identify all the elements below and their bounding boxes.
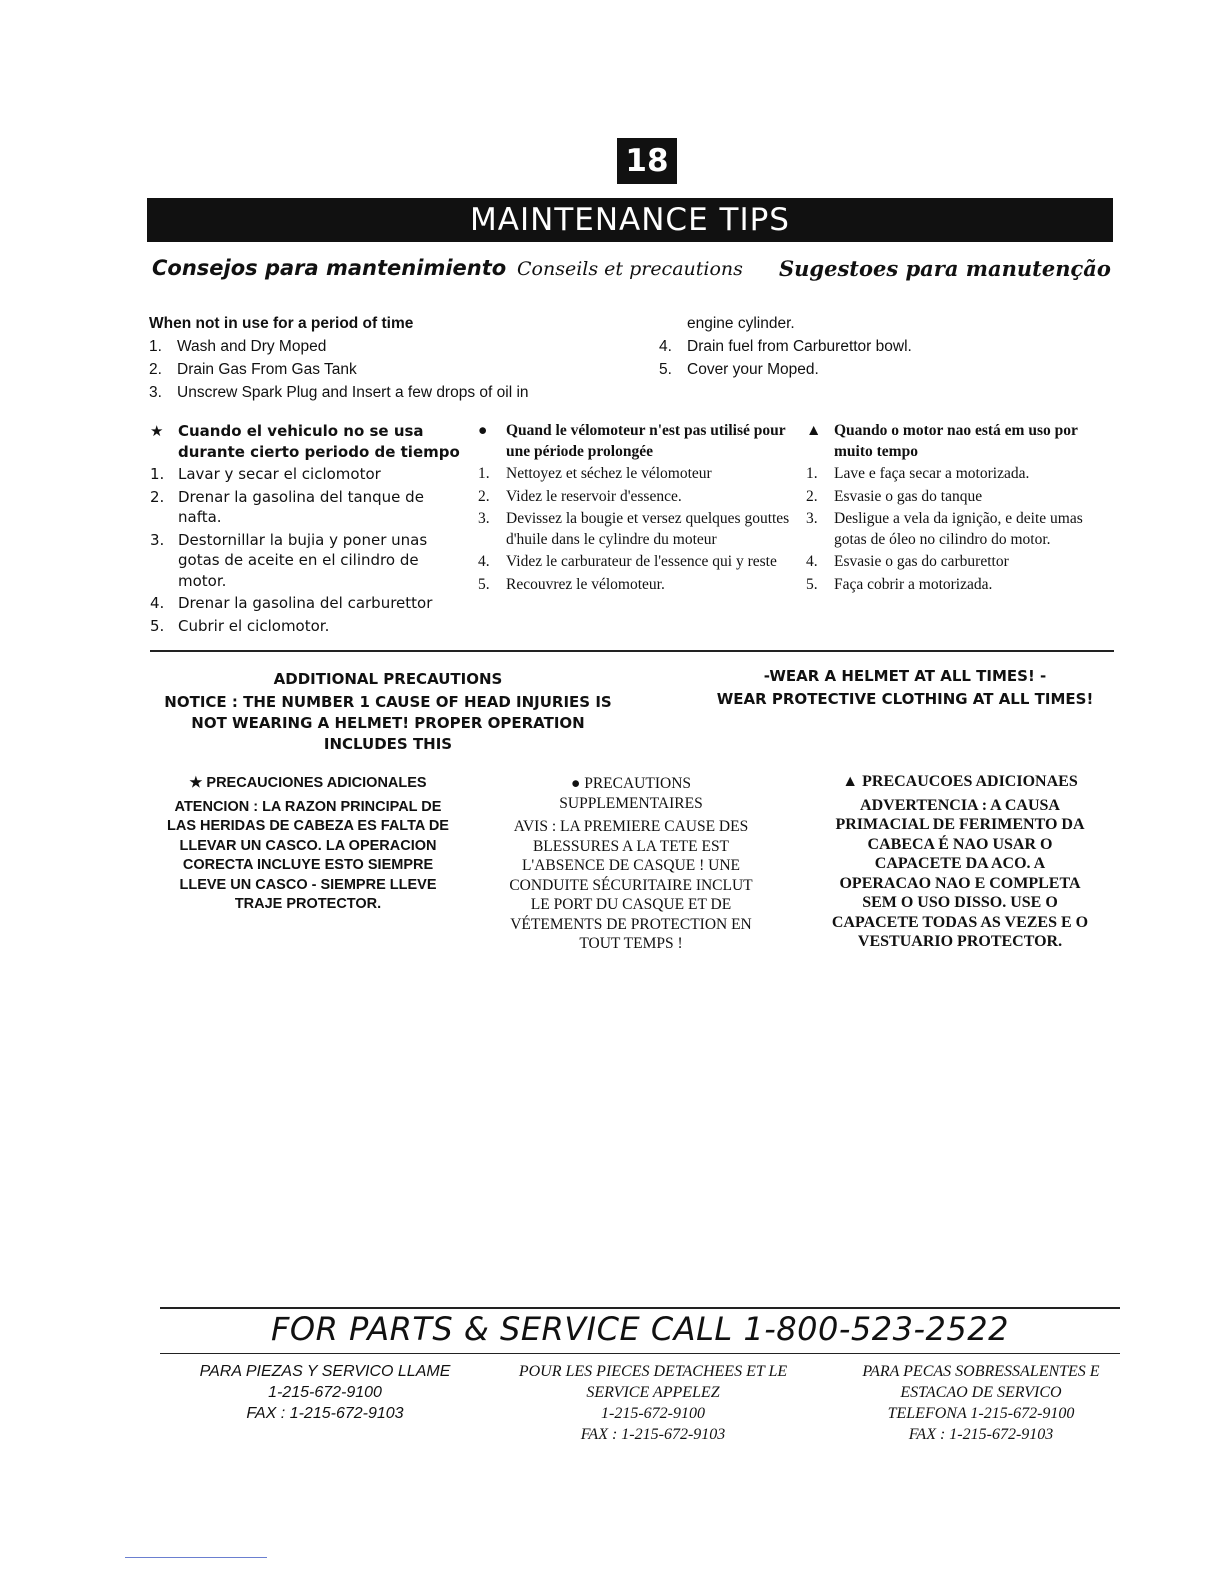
french-heading: ● Quand le vélomoteur n'est pas utilisé pour une période prolongée bbox=[478, 421, 798, 462]
notice-line: NOT WEARING A HELMET! PROPER OPERATION bbox=[191, 714, 585, 732]
notice-line: INCLUDES THIS bbox=[323, 735, 453, 753]
helmet-notice: -WEAR A HELMET AT ALL TIMES! - bbox=[763, 667, 1047, 685]
precautions-heading: ● PRECAUTIONS bbox=[570, 775, 692, 792]
list-item: 3. Desligue a vela da ignição, e deite umas gotas de óleo no cilindro do motor. bbox=[806, 510, 1083, 548]
list-item: 2. Videz le reservoir d'essence. bbox=[478, 487, 682, 505]
list-item: 5. Faça cobrir a motorizada. bbox=[806, 575, 993, 593]
subtitle-portuguese: Sugestoes para manutenção bbox=[779, 256, 1111, 281]
precautions-heading: ADDITIONAL PRECAUTIONS bbox=[273, 670, 503, 688]
star-icon: ★ bbox=[150, 422, 164, 440]
french-precautions: ● PRECAUTIONS SUPPLEMENTAIRES AVIS : LA PREMIERE CAUSE DES BLESSURES A LA TETE EST L'ABSENCE DE CASQUE ! UNE CONDUITE SÉCURITAIRE INCLUT LE PORT DU CASQUE ET DE VÉTEMENTS DE PROTECTION EN TOUT TEMPS ! bbox=[476, 774, 786, 954]
page-title: MAINTENANCE TIPS bbox=[147, 198, 1113, 242]
spanish-heading: ★ Cuando el vehiculo no se usa durante cierto periodo de tiempo bbox=[150, 422, 460, 461]
list-item: 2. Drain Gas From Gas Tank bbox=[149, 361, 357, 378]
subtitle-french: Conseils et precautions bbox=[517, 258, 743, 280]
list-item: 3. Devissez la bougie et versez quelques gouttes d'huile dans le cylindre du moteur bbox=[478, 510, 790, 548]
list-item: engine cylinder. bbox=[687, 315, 795, 332]
bottom-divider bbox=[125, 1557, 267, 1558]
list-item: 1. Nettoyez et séchez le vélomoteur bbox=[478, 465, 712, 482]
section-divider bbox=[150, 650, 1114, 652]
helmet-warning bbox=[690, 666, 1120, 710]
spanish-precautions: ★ PRECAUCIONES ADICIONALES ATENCION : LA RAZON PRINCIPAL DE LAS HERIDAS DE CABEZA ES FALTA DE LLEVAR UN CASCO. LA OPERACION CORECTA INCLUYE ESTO SIEMPRE LLEVE UN CASCO - SIEMPRE LLEVE TRAJE PROTECTOR. bbox=[148, 774, 468, 915]
footer-rule-bottom bbox=[160, 1353, 1120, 1354]
portuguese-heading: ▲ Quando o motor nao está em uso por muito tempo bbox=[806, 421, 1106, 462]
precautions-heading: ▲ PRECAUCOES ADICIONAES bbox=[842, 773, 1078, 790]
english-storage-left bbox=[149, 312, 619, 404]
spanish-storage-column bbox=[150, 421, 470, 636]
list-item: 5. Cubrir el ciclomotor. bbox=[150, 616, 330, 635]
list-item: 4. Esvasie o gas do carburettor bbox=[806, 553, 1009, 570]
list-item: 3. Unscrew Spark Plug and Insert a few drops of oil in bbox=[149, 384, 529, 401]
precautions-heading: ★ PRECAUCIONES ADICIONALES bbox=[189, 775, 427, 791]
list-item: 1. Wash and Dry Moped bbox=[149, 338, 327, 355]
english-heading: When not in use for a period of time bbox=[149, 315, 414, 332]
additional-precautions bbox=[148, 669, 628, 755]
list-item: 5. Cover your Moped. bbox=[659, 361, 819, 378]
service-phone: FOR PARTS & SERVICE CALL 1-800-523-2522 bbox=[271, 1310, 1009, 1348]
service-spanish: PARA PIEZAS Y SERVICO LLAME 1-215-672-9100 FAX : 1-215-672-9103 bbox=[199, 1363, 451, 1422]
clothing-notice: WEAR PROTECTIVE CLOTHING AT ALL TIMES! bbox=[716, 690, 1094, 708]
portuguese-storage-column bbox=[806, 421, 1106, 595]
list-item: 5. Recouvrez le vélomoteur. bbox=[478, 575, 665, 593]
list-item: 4. Videz le carburateur de l'essence qui y reste bbox=[478, 553, 777, 570]
page-number: 18 bbox=[617, 138, 677, 184]
list-item: 4. Drenar la gasolina del carburettor bbox=[150, 594, 433, 612]
list-item: 3. Destornillar la bujia y poner unas gotas de aceite en el cilindro de motor. bbox=[150, 530, 428, 590]
list-item: 4. Drain fuel from Carburettor bowl. bbox=[659, 338, 912, 355]
subtitle-spanish: Consejos para mantenimiento bbox=[152, 256, 507, 280]
list-item: 2. Esvasie o gas do tanque bbox=[806, 487, 983, 505]
service-french: POUR LES PIECES DETACHEES ET LE SERVICE APPELEZ 1-215-672-9100 FAX : 1-215-672-9103 bbox=[518, 1363, 788, 1443]
english-storage-right bbox=[659, 312, 1079, 381]
list-item: 2. Drenar la gasolina del tanque de nafta. bbox=[150, 487, 424, 526]
notice-line: NOTICE : THE NUMBER 1 CAUSE OF HEAD INJURIES IS bbox=[164, 693, 612, 711]
french-storage-column bbox=[478, 421, 798, 595]
list-item: 1. Lavar y secar el ciclomotor bbox=[150, 465, 381, 483]
portuguese-precautions: ▲ PRECAUCOES ADICIONAES ADVERTENCIA : A CAUSA PRIMACIAL DE FERIMENTO DA CABECA É NAO USAR O CAPACETE DA ACO. A OPERACAO NAO E COMPLETA SEM O USO DISSO. USE O CAPACETE TODAS AS VEZES E O VESTUARIO PROTECTOR. bbox=[800, 772, 1120, 952]
service-portuguese: PARA PECAS SOBRESSALENTES E ESTACAO DE SERVICO TELEFONA 1-215-672-9100 FAX : 1-215-672-9103 bbox=[862, 1363, 1100, 1443]
footer-rule-top bbox=[160, 1307, 1120, 1309]
bullet-icon: ● bbox=[478, 422, 488, 439]
list-item: 1. Lave e faça secar a motorizada. bbox=[806, 465, 1030, 482]
triangle-icon: ▲ bbox=[806, 422, 822, 439]
